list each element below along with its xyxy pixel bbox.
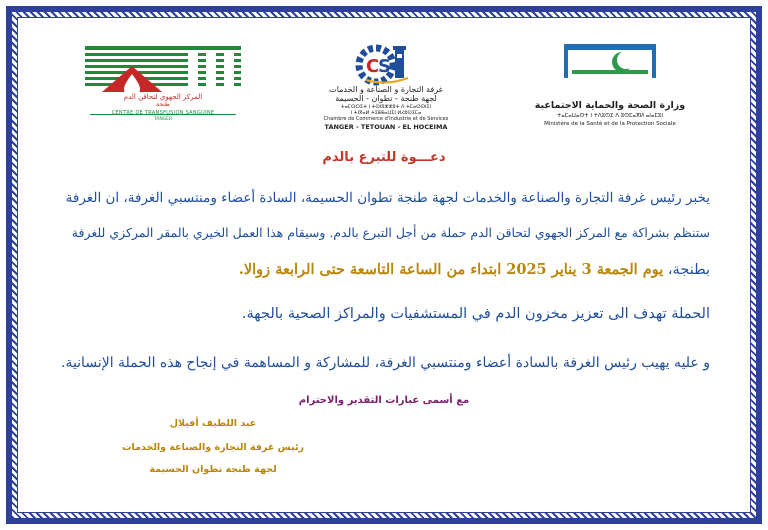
body-line-3-start: بطنجة،: [663, 262, 710, 278]
closing-salutation: مع أسمى عبارات التقدير والاحترام: [298, 395, 470, 406]
chamber-tifinagh-line1: ⵜⴰⵎⵙⵔⵉⵜ ⵏ ⵜⵙⵏⵓⵣⵣⵓⵜ ⴷ ⵜⵎⴰⵙⵙⵏⵉⵏ: [340, 104, 432, 110]
svg-text:C: C: [366, 56, 380, 77]
blood-center-french-name: CENTRE DE TRANSFUSION SANGUINE: [111, 110, 215, 116]
blood-center-french-city: TANGER: [153, 117, 173, 122]
ministry-arabic-name: وزارة الصحة والحماية الاجتماعية: [534, 100, 686, 111]
body-line-4: الحملة تهدف الى تعزيز مخزون الدم في المستشفيات والمراكز الصحية بالجهة.: [241, 306, 710, 322]
blood-center-arabic-city: طنجة: [156, 101, 170, 108]
body-line-3: [50, 261, 710, 278]
signature-name: عبد اللطيف أفيلال: [169, 418, 257, 429]
chamber-tifinagh-line2: ⵏ ⵜⵏⴳⴰⵍ ⵜⵉⵟⵟⴰⵡⵉⵏ ⵍⵃⵓⵙⵉⵎⴰ: [350, 110, 422, 116]
blood-center-arabic-name: المركز الجهوي لتحاقن الدم: [123, 93, 203, 101]
chamber-arabic-line2: لجهة طنجة - تطوان - الحسيمة: [335, 94, 437, 103]
body-line-1: يخبر رئيس غرفة التجارة والصناعة والخدمات لجهة طنجة تطوان الحسيمة، السادة أعضاء ومنتسبي الغرفة، ان الغرفة: [65, 190, 710, 206]
body-line-2: ستنظم بشراكة مع المركز الجهوي لتحاقن الدم حملة من أجل التبرع بالدم. وسيقام هذا العمل الخيري بالمقر المركزي للغرفة: [71, 225, 710, 240]
event-date-time: يوم الجمعة 3 يناير 2025 ابتداء من الساعة التاسعة حتى الرابعة زوالا.: [238, 261, 664, 278]
chamber-french-line: Chambre de Commerce d'Industrie et de Services: [323, 116, 449, 122]
signature-title-2: لجهة طنجة تطوان الحسيمة: [149, 464, 277, 475]
body-line-5: و عليه يهيب رئيس الغرفة بالسادة أعضاء ومنتسبي الغرفة، للمشاركة و المساهمة في إنجاح هذه الحملة الإنسانية.: [60, 355, 710, 371]
ministry-french-name: Ministère de la Santé et de la Protection Sociale: [544, 121, 676, 127]
signature-title-1: رئيس غرفة التجارة والصناعة والخدمات: [122, 442, 304, 453]
ministry-tifinagh-name: ⵜⴰⵎⴰⵡⴰⵙⵜ ⵏ ⵜⴷⵓⵙⵉ ⴷ ⵓⵙⵎⴰⴳⵍ ⴰⵏⴰⵎⵓⵏ: [557, 113, 663, 119]
ministry-emblem-icon: [520, 44, 700, 84]
chamber-arabic-line1: غرفة التجارة و الصناعة و الخدمات: [329, 85, 443, 94]
svg-text:S: S: [378, 56, 391, 77]
document-title: دعـــوة للتبرع بالدم: [322, 150, 446, 165]
chamber-cities: TANGER - TETOUAN - EL HOCEIMA: [324, 123, 448, 131]
chamber-emblem-icon: [296, 44, 476, 86]
